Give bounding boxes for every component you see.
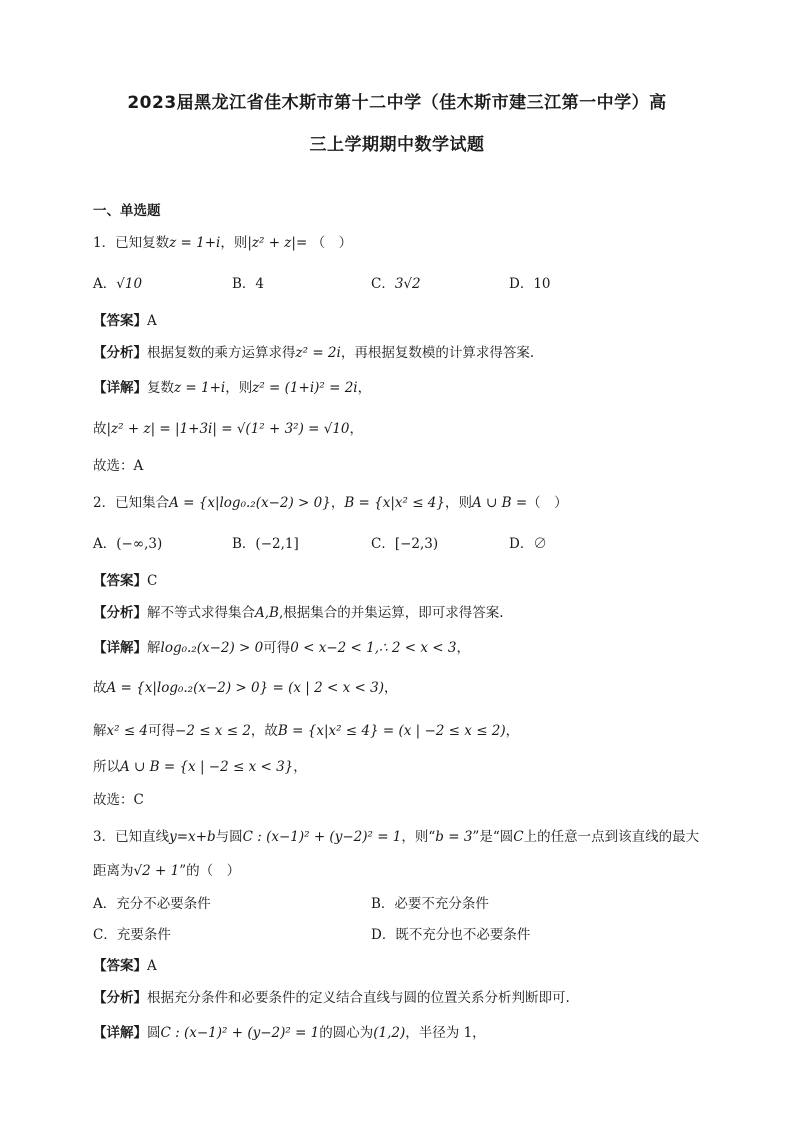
q3-option-d: D．既不充分也不必要条件 <box>371 927 531 943</box>
q2-detail-line-4: 所以A ∪ B = {x | −2 ≤ x < 3}， <box>93 759 307 775</box>
q2-stem: 2．已知集合A = {x|log₀.₂(x−2) > 0}，B = {x|x² ≤ 4}，则A ∪ B =（ ） <box>93 495 568 511</box>
q1-option-a: A．√10 <box>93 276 143 292</box>
q3-option-b: B．必要不充分条件 <box>371 896 489 912</box>
q1-answer: 【答案】A <box>93 313 157 329</box>
q2-option-d: D．∅ <box>509 536 547 552</box>
q1-option-b: B．4 <box>232 276 265 292</box>
q2-conclusion: 故选：C <box>93 792 144 808</box>
document-title-line-1: 2023届黑龙江省佳木斯市第十二中学（佳木斯市建三江第一中学）高 <box>127 93 667 113</box>
q1-detail-line-1: 【详解】复数z = 1+i，则z² = (1+i)² = 2i， <box>93 380 372 396</box>
q1-option-d: D．10 <box>509 276 551 292</box>
document-title-line-2: 三上学期期中数学试题 <box>309 135 485 155</box>
q2-option-c: C．[−2,3) <box>371 536 439 552</box>
q3-analysis: 【分析】根据充分条件和必要条件的定义结合直线与圆的位置关系分析判断即可. <box>93 990 570 1006</box>
q2-option-a: A．(−∞,3) <box>93 536 163 552</box>
q3-stem-line-1: 3．已知直线y=x+b与圆C : (x−1)² + (y−2)² = 1，则“b = 3”是“圆C上的任意一点到该直线的最大 <box>93 829 700 845</box>
q1-option-c: C．3√2 <box>371 276 421 292</box>
q2-option-b: B．(−2,1] <box>232 536 299 552</box>
q2-analysis: 【分析】解不等式求得集合A,B,根据集合的并集运算，即可求得答案. <box>93 605 504 621</box>
q2-detail-line-2: 故A = {x|log₀.₂(x−2) > 0} = (x | 2 < x < 3)， <box>93 680 398 696</box>
q1-conclusion: 故选：A <box>93 458 144 474</box>
q1-stem: 1．已知复数z = 1+i，则|z² + z|= （ ） <box>93 235 353 251</box>
q3-answer: 【答案】A <box>93 958 157 974</box>
q1-detail-line-2: 故|z² + z| = |1+3i| = √(1² + 3²) = √10， <box>93 421 364 437</box>
section-heading: 一、单选题 <box>93 203 161 219</box>
q3-stem-line-2: 距离为√2 + 1”的（ ） <box>93 863 241 879</box>
q3-detail-line-1: 【详解】圆C : (x−1)² + (y−2)² = 1的圆心为(1,2)，半径为 1， <box>93 1025 486 1041</box>
q1-analysis: 【分析】根据复数的乘方运算求得z² = 2i，再根据复数模的计算求得答案. <box>93 345 535 361</box>
q3-option-c: C．充要条件 <box>93 927 171 943</box>
q3-option-a: A．充分不必要条件 <box>93 896 211 912</box>
q2-detail-line-1: 【详解】解log₀.₂(x−2) > 0可得0 < x−2 < 1,∴ 2 < x < 3， <box>93 640 470 656</box>
q2-detail-line-3: 解x² ≤ 4可得−2 ≤ x ≤ 2，故B = {x|x² ≤ 4} = (x | −2 ≤ x ≤ 2)， <box>93 723 520 739</box>
q2-answer: 【答案】C <box>93 573 158 589</box>
